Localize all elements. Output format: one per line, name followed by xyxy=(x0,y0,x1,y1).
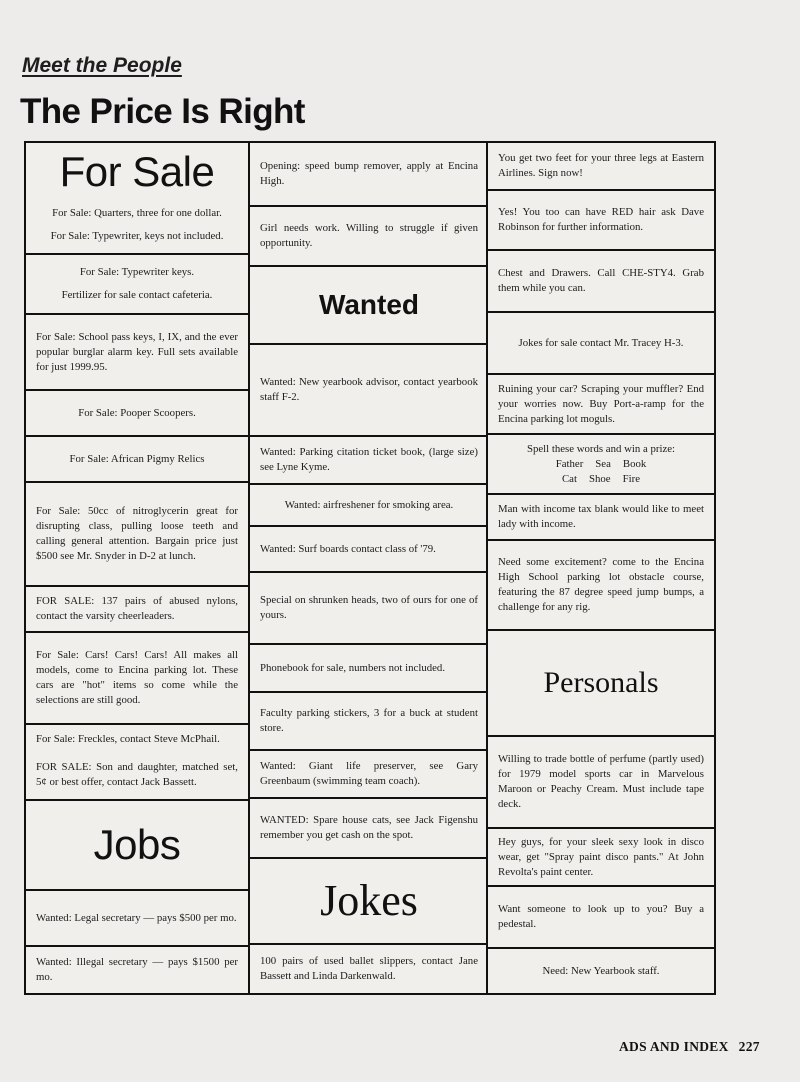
ad-girl-work: Girl needs work. Willing to struggle if given opportunity. xyxy=(250,205,488,265)
ad-disco-pants: Hey guys, for your sleek sexy look in disco wear, get "Spray paint disco pants." At John Revolta's paint center. xyxy=(488,827,714,885)
ad-typewriter-keys xyxy=(26,253,248,313)
ad-new-staff: Need: New Yearbook staff. xyxy=(488,947,714,993)
ad-freckles: For Sale: Freckles, contact Steve McPhail. xyxy=(26,723,248,753)
spell-word: Cat xyxy=(561,472,577,485)
ad-legal-secretary: Wanted: Legal secretary — pays $500 per mo. xyxy=(26,889,248,945)
spell-word: Father xyxy=(555,457,584,470)
ad-speed-bump: Opening: speed bump remover, apply at Encina High. xyxy=(260,160,478,187)
jokes-heading-cell xyxy=(250,857,488,943)
jokes-heading: Jokes xyxy=(320,876,418,925)
ad-typewriter-keys-text: For Sale: Typewriter keys. xyxy=(79,266,195,278)
page-folio xyxy=(619,1039,760,1055)
ad-house-cats: WANTED: Spare house cats, see Jack Figenshu remember you get cash on the spot. xyxy=(250,797,488,857)
personals-heading-cell xyxy=(488,629,714,735)
right-column xyxy=(486,143,714,993)
classifieds-board xyxy=(24,141,716,995)
ad-illegal-secretary: Wanted: Illegal secretary — pays $1500 per mo. xyxy=(26,945,248,993)
ad-pass-keys: For Sale: School pass keys, I, IX, and the ever popular burglar alarm key. Full sets available for just 1999.95. xyxy=(26,313,248,389)
ad-ballet-slippers: 100 pairs of used ballet slippers, contact Jane Bassett and Linda Darkenwald. xyxy=(250,943,488,993)
ad-jokes-for-sale: Jokes for sale contact Mr. Tracey H-3. xyxy=(488,311,714,373)
ad-airfreshener: Wanted: airfreshener for smoking area. xyxy=(250,483,488,525)
ad-obstacle-course: Need some excitement? come to the Encina High School parking lot obstacle course, featuring the 87 degree speed jump bumps, a challenge for any rig. xyxy=(488,539,714,629)
spell-word: Fire xyxy=(622,472,640,485)
ad-citation-book: Wanted: Parking citation ticket book, (large size) see Lyne Kyme. xyxy=(250,435,488,483)
ad-port-a-ramp: Ruining your car? Scraping your muffler? End your worries now. Buy Port-a-ramp for the Encina parking lot moguls. xyxy=(488,373,714,433)
middle-column xyxy=(248,143,488,993)
ad-quarters-typewriter-text xyxy=(26,197,248,253)
spell-row-2 xyxy=(562,472,640,487)
page-number: 227 xyxy=(738,1039,760,1054)
ad-nitroglycerin: For Sale: 50cc of nitroglycerin great for disrupting class, pulling loose teeth and calling general attention. Bargain price just $500 see Mr. Snyder in D-2 at lunch. xyxy=(26,481,248,585)
ad-fertilizer-text: Fertilizer for sale contact cafeteria. xyxy=(61,289,213,301)
spell-intro: Spell these words and win a prize: xyxy=(526,442,676,455)
ad-quarters: For Sale: Quarters, three for one dollar. xyxy=(52,207,222,219)
ad-perfume: Willing to trade bottle of perfume (partly used) for 1979 model sports car in Marvelous Maroon or Peachy Cream. Must include tape deck. xyxy=(488,735,714,827)
spell-word: Shoe xyxy=(588,472,611,485)
spell-row-1 xyxy=(556,457,647,472)
ad-chest-drawers: Chest and Drawers. Call CHE-STY4. Grab them while you can. xyxy=(488,249,714,311)
ad-spelling-quiz xyxy=(488,433,714,493)
wanted-heading: Wanted xyxy=(318,289,420,320)
spell-word: Book xyxy=(622,457,647,470)
left-column xyxy=(26,143,248,993)
ad-two-feet: You get two feet for your three legs at Eastern Airlines. Sign now! xyxy=(498,152,704,179)
spell-word: Sea xyxy=(595,457,611,470)
ad-son-daughter: FOR SALE: Son and daughter, matched set, 5¢ or best offer, contact Jack Bassett. xyxy=(36,761,238,788)
ad-cars: For Sale: Cars! Cars! Cars! All makes all models, come to Encina parking lot. These cars are "hot" items so come while the selections are still good. xyxy=(26,631,248,723)
ad-phonebook: Phonebook for sale, numbers not included. xyxy=(250,643,488,691)
ad-red-hair: Yes! You too can have RED hair ask Dave Robinson for further information. xyxy=(488,189,714,249)
jobs-heading: Jobs xyxy=(93,821,181,868)
page-kicker: Meet the People xyxy=(22,54,182,77)
ad-pooper-scoopers: For Sale: Pooper Scoopers. xyxy=(26,389,248,435)
ad-typewriter: For Sale: Typewriter, keys not included. xyxy=(50,230,224,242)
ad-pedestal: Want someone to look up to you? Buy a pedestal. xyxy=(488,885,714,947)
ad-tax-blank: Man with income tax blank would like to meet lady with income. xyxy=(488,493,714,539)
for-sale-heading-cell xyxy=(26,143,248,201)
ad-parking-stickers: Faculty parking stickers, 3 for a buck at student store. xyxy=(250,691,488,749)
ad-nylons: FOR SALE: 137 pairs of abused nylons, contact the varsity cheerleaders. xyxy=(26,585,248,631)
ad-shrunken-heads: Special on shrunken heads, two of ours for one of yours. xyxy=(250,571,488,643)
ad-life-preserver: Wanted: Giant life preserver, see Gary Greenbaum (swimming team coach). xyxy=(250,749,488,797)
wanted-heading-cell xyxy=(250,265,488,343)
ad-yearbook-advisor: Wanted: New yearbook advisor, contact yearbook staff F-2. xyxy=(250,343,488,435)
ad-pigmy-relics: For Sale: African Pigmy Relics xyxy=(26,435,248,481)
personals-heading: Personals xyxy=(543,666,659,699)
section-label: ADS AND INDEX xyxy=(619,1039,729,1054)
ad-surf-boards: Wanted: Surf boards contact class of '79. xyxy=(250,525,488,571)
jobs-heading-cell xyxy=(26,799,248,889)
page-headline: The Price Is Right xyxy=(20,92,305,131)
for-sale-heading: For Sale xyxy=(59,148,215,195)
